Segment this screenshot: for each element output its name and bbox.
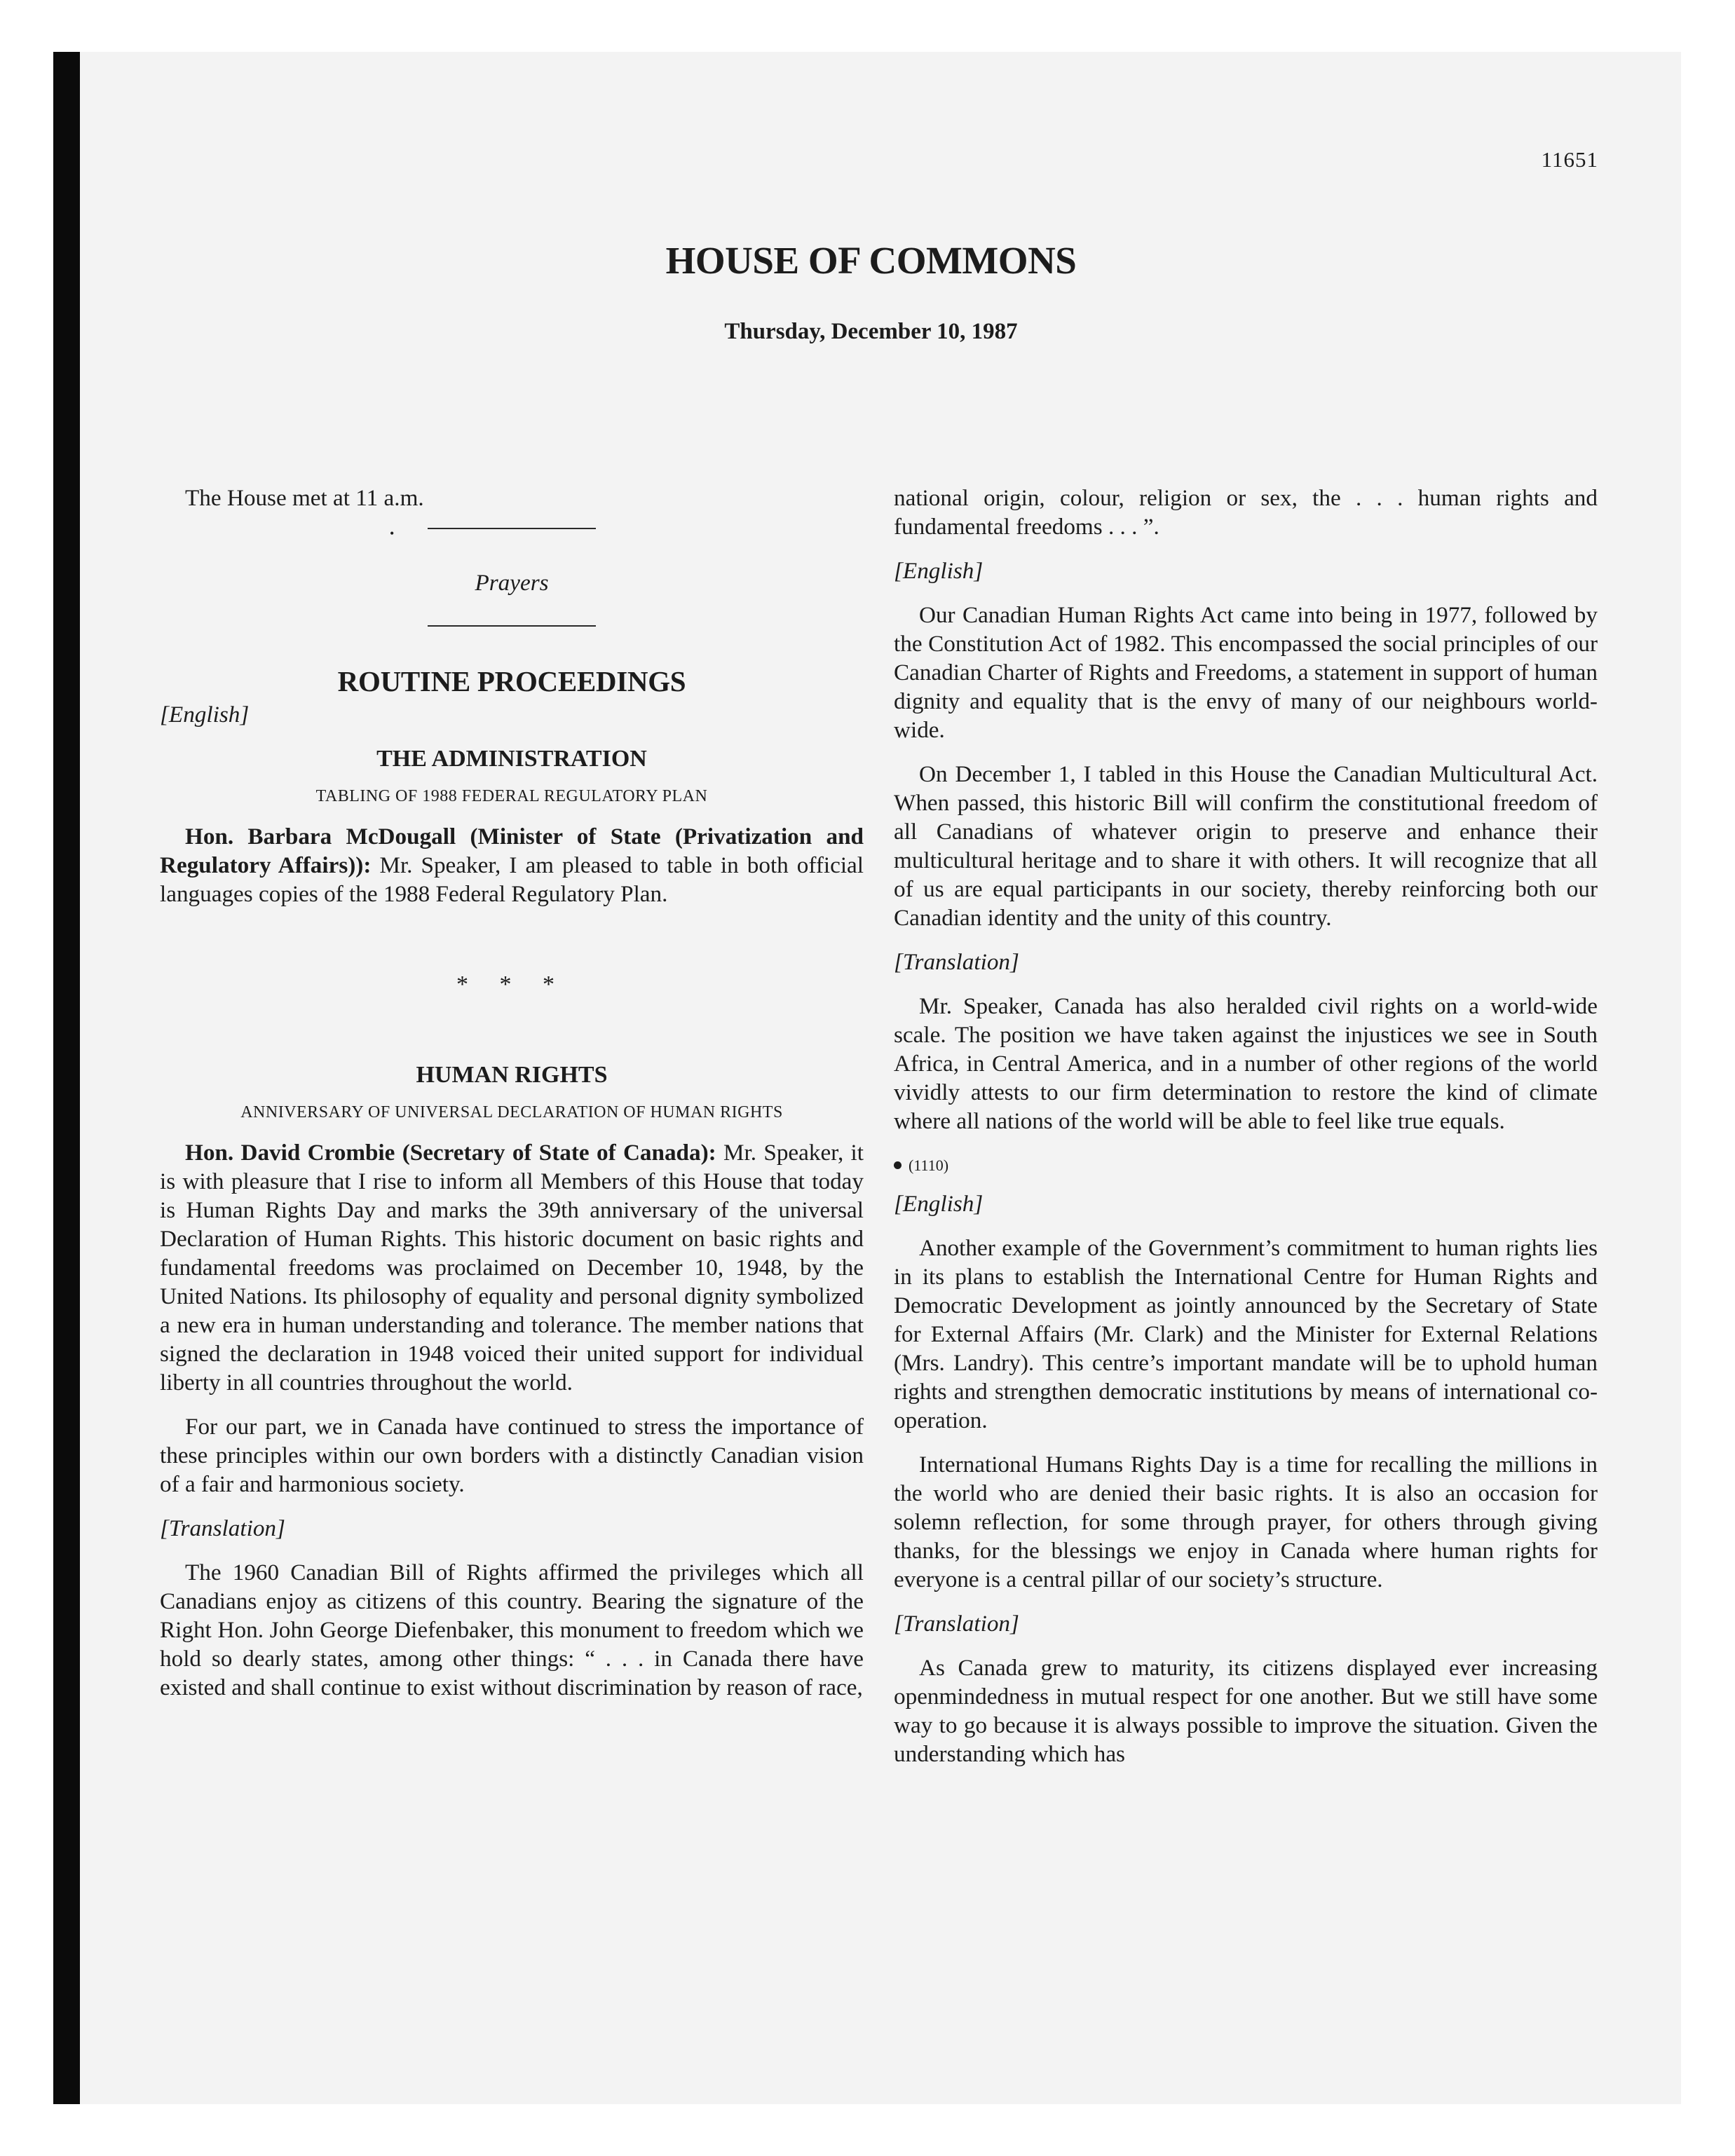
administration-heading: THE ADMINISTRATION bbox=[376, 746, 647, 772]
language-tag: [English] bbox=[894, 558, 984, 584]
bullet-icon bbox=[894, 1161, 901, 1169]
statement-text: Mr. Speaker, I am pleased to table in both official languages copies of the 1988 Federal Regulatory Plan. bbox=[160, 852, 864, 907]
time-marker bbox=[894, 1151, 1598, 1180]
paragraph: Mr. Speaker, Canada has also heralded civil rights on a world-wide scale. The position we have taken against the injustices we see in South Africa, in Central America, and in a number of other regions of the world vividly attests to our firm determination to restore the kind of climate where all nations of the world will be able to feel like true equals. bbox=[894, 993, 1598, 1134]
page-number: 11651 bbox=[1541, 147, 1598, 172]
administration-subheading: TABLING OF 1988 FEDERAL REGULATORY PLAN bbox=[315, 787, 708, 805]
margin-dot: • bbox=[390, 526, 395, 540]
language-tag: [English] bbox=[894, 1191, 984, 1217]
paragraph: On December 1, I tabled in this House the Canadian Multicultural Act. When passed, this historic Bill will confirm the constitutional freedom of all Canadians of whatever origin to preserve and enhance their multicultural heritage and to share it with others. It will recognize that all of us are equal participants in our society, thereby reinforcing both our Canadian identity and the unity of this country. bbox=[894, 761, 1598, 931]
routine-proceedings-heading: ROUTINE PROCEEDINGS bbox=[337, 665, 686, 697]
paragraph: national origin, colour, religion or sex, the . . . human rights and fundamental freedoms . . . ”. bbox=[894, 485, 1598, 540]
paragraph: Our Canadian Human Rights Act came into being in 1977, followed by the Constitution Act of 1982. This encompassed the social principles of our Canadian Charter of Rights and Freedoms, a statement in support of human dignity and equality that is the envy of many of our neighbours world-wide. bbox=[894, 602, 1598, 743]
time-marker-text: (1110) bbox=[909, 1157, 949, 1174]
house-met-line: The House met at 11 a.m. bbox=[185, 485, 424, 511]
paragraph: Another example of the Government’s commitment to human rights lies in its plans to establish the International Centre for Human Rights and Democratic Development as jointly announced by the Secretary of State for External Affairs (Mr. Clark) and the Minister for External Relations (Mrs. Landry). This centre’s important mandate will be to uphold human rights and strengthen democratic institutions by means of international co-operation. bbox=[894, 1235, 1598, 1433]
divider bbox=[160, 512, 864, 540]
language-tag: [English] bbox=[160, 702, 250, 728]
language-tag: [Translation] bbox=[894, 1611, 1019, 1637]
divider-rule bbox=[428, 625, 596, 627]
right-column bbox=[894, 484, 1598, 1784]
human-rights-subheading: ANNIVERSARY OF UNIVERSAL DECLARATION OF HUMAN RIGHTS bbox=[240, 1103, 783, 1121]
sitting-date: Thursday, December 10, 1987 bbox=[724, 319, 1018, 344]
binding-edge bbox=[53, 52, 80, 2104]
crombie-statement bbox=[160, 1138, 864, 1397]
speaker-name: Hon. David Crombie (Secretary of State of Canada): bbox=[185, 1140, 716, 1166]
prayers-heading: Prayers bbox=[475, 570, 549, 596]
left-column bbox=[160, 484, 864, 1717]
paragraph: International Humans Rights Day is a time for recalling the millions in the world who are denied their basic rights. It is also an occasion for solemn reflection, for some through prayer, for others through giving thanks, for the blessings we enjoy in Canada where human rights for everyone is a central pillar of our society’s structure. bbox=[894, 1452, 1598, 1592]
language-tag: [Translation] bbox=[160, 1515, 285, 1541]
statement-text: Mr. Speaker, it is with pleasure that I rise to inform all Members of this House that today is Human Rights Day and marks the 39th anniversary of the universal Declaration of Human Rights. This historic document on basic rights and fundamental freedoms was proclaimed on December 10, 1948, by the United Nations. Its philosophy of equality and personal dignity symbolized a new era in human understanding and tolerance. The member nations that signed the declaration in 1948 voiced their united support for individual liberty in all countries throughout the world. bbox=[160, 1140, 864, 1396]
paragraph: As Canada grew to maturity, its citizens displayed ever increasing openmindedness in mutual respect for one another. But we still have some way to go because it is always possible to improve the situation. Given the understanding which has bbox=[894, 1655, 1598, 1767]
paragraph: For our part, we in Canada have continued to stress the importance of these principles within our own borders with a distinctly Canadian vision of a fair and harmonious society. bbox=[160, 1414, 864, 1497]
speaker-name: Hon. Barbara McDougall (Minister of State (Privatization and Regulatory Affairs)): bbox=[160, 824, 864, 878]
paragraph: The 1960 Canadian Bill of Rights affirmed the privileges which all Canadians enjoy as citizens of this country. Bearing the signature of the Right Hon. John George Diefenbaker, this monument to freedom which we hold so dearly states, among other things: “ . . . in Canada there have existed and shall continue to exist without discrimination by reason of race, bbox=[160, 1560, 864, 1700]
human-rights-heading: HUMAN RIGHTS bbox=[416, 1062, 608, 1088]
page-title: HOUSE OF COMMONS bbox=[665, 239, 1077, 282]
mcdougall-statement bbox=[160, 822, 864, 908]
language-tag: [Translation] bbox=[894, 949, 1019, 975]
section-separator: * * * bbox=[456, 971, 567, 997]
divider-rule bbox=[428, 528, 596, 529]
